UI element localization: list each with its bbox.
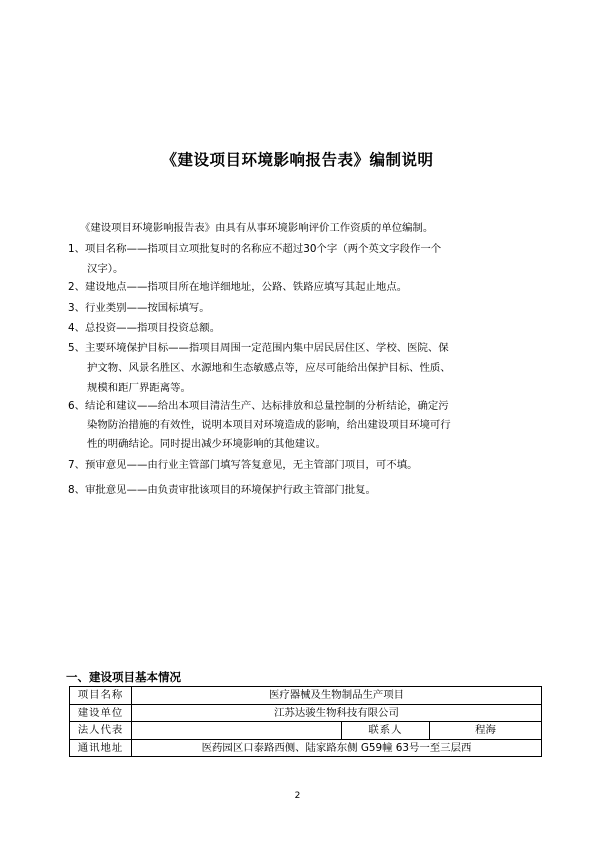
- item-line: 4、总投资——指项目投资总额。: [68, 322, 221, 334]
- contact-value: 程海: [430, 722, 542, 740]
- construction-unit-label: 建设单位: [70, 704, 132, 722]
- contact-label: 联系人: [342, 722, 430, 740]
- table-row: [70, 687, 542, 705]
- section-heading: 一、建设项目基本情况: [66, 670, 181, 684]
- table-row: [70, 739, 542, 757]
- page-number: 2: [294, 791, 301, 801]
- address-label: 通讯地址: [70, 739, 132, 757]
- construction-unit-value: 江苏达骏生物科技有限公司: [132, 704, 542, 722]
- item-line: 5、主要环境保护目标——指项目周围一定范围内集中居民居住区、学校、医院、保: [68, 342, 449, 354]
- item-line: 3、行业类别——按国标填写。: [68, 302, 210, 314]
- item-line: 8、审批意见——由负责审批该项目的环境保护行政主管部门批复。: [68, 484, 376, 496]
- item-line: 染物防治措施的有效性，说明本项目对环境造成的影响，给出建设项目环境可行: [87, 419, 451, 431]
- basic-info-table: [69, 686, 542, 757]
- table-row: [70, 704, 542, 722]
- table-row: [70, 722, 542, 740]
- item-line: 1、项目名称——指项目立项批复时的名称应不超过30个字（两个英文字段作一个: [68, 243, 442, 255]
- project-name-value: 医疗器械及生物制品生产项目: [132, 687, 542, 705]
- item-line: 护文物、风景名胜区、水源地和生态敏感点等，应尽可能给出保护目标、性质、: [87, 362, 451, 374]
- item-line: 6、结论和建议——给出本项目清洁生产、达标排放和总量控制的分析结论，确定污: [68, 400, 449, 412]
- legal-rep-label: 法人代表: [70, 722, 132, 740]
- item-line: 2、建设地点——指项目所在地详细地址，公路、铁路应填写其起止地点。: [68, 281, 408, 293]
- item-line: 7、预审意见——由行业主管部门填写答复意见，无主管部门项目，可不填。: [68, 459, 418, 471]
- legal-rep-value: [132, 722, 342, 740]
- item-line: 汉字）。: [87, 263, 124, 275]
- address-value: 医药园区口泰路西侧、陆家路东侧 G59幢 63号一至三层西: [132, 739, 542, 757]
- item-line: 性的明确结论。同时提出减少环境影响的其他建议。: [87, 438, 326, 450]
- item-line: 规模和距厂界距离等。: [87, 382, 191, 394]
- intro-paragraph: 《建设项目环境影响报告表》由具有从事环境影响评价工作资质的单位编制。: [80, 222, 434, 234]
- page-title: 《建设项目环境影响报告表》编制说明: [161, 151, 434, 169]
- project-name-label: 项目名称: [70, 687, 132, 705]
